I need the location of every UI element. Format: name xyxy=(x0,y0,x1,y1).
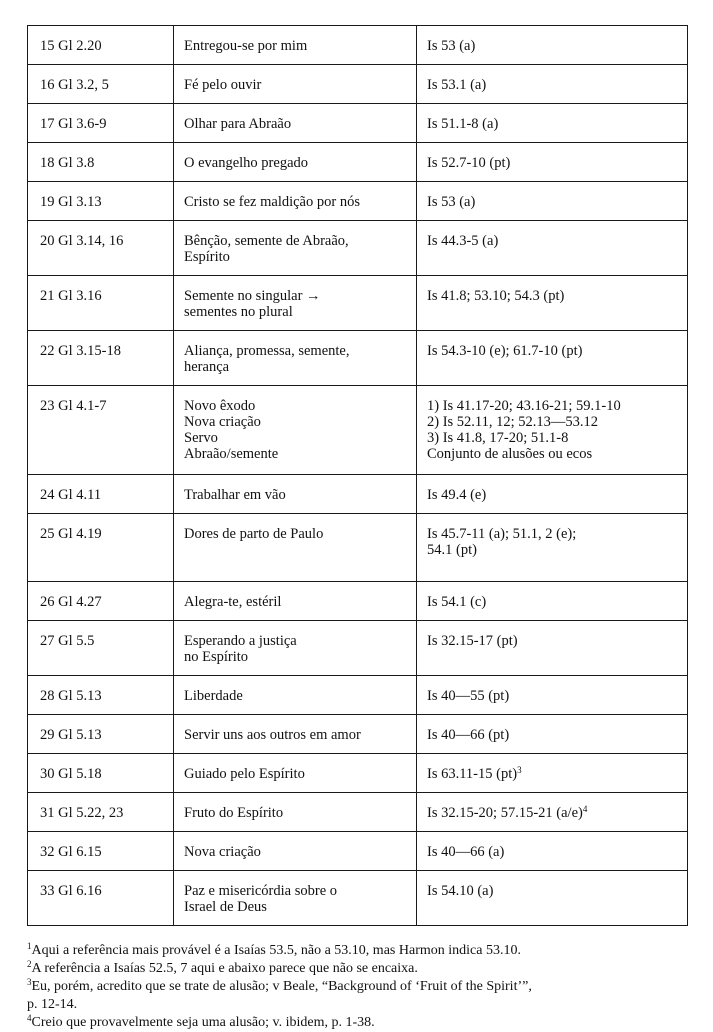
isaiah-reference-cell xyxy=(417,621,688,676)
theme-text: O evangelho pregado xyxy=(184,155,309,171)
theme-cell xyxy=(174,221,417,276)
isaiah-reference-cell xyxy=(417,871,688,926)
theme-cell xyxy=(174,276,417,331)
isaiah-reference: Is 51.1-8 (a) xyxy=(427,116,499,132)
passage-reference: 28 Gl 5.13 xyxy=(40,688,102,704)
theme-text: Servo xyxy=(184,430,218,446)
theme-cell xyxy=(174,582,417,621)
theme-text: Alegra-te, estéril xyxy=(184,594,282,610)
table-row xyxy=(28,65,688,104)
passage-reference: 15 Gl 2.20 xyxy=(40,38,102,54)
table-row xyxy=(28,26,688,65)
isaiah-reference-cell xyxy=(417,331,688,386)
isaiah-reference-cell xyxy=(417,514,688,582)
table-row xyxy=(28,182,688,221)
isaiah-reference: Is 49.4 (e) xyxy=(427,487,487,503)
passage-reference: 20 Gl 3.14, 16 xyxy=(40,233,124,249)
theme-text: Nova criação xyxy=(184,414,261,430)
footnote-number: 3 xyxy=(27,977,32,987)
passage-reference: 19 Gl 3.13 xyxy=(40,194,102,210)
theme-cell xyxy=(174,715,417,754)
table-row xyxy=(28,221,688,276)
theme-cell xyxy=(174,182,417,221)
theme-text: Dores de parto de Paulo xyxy=(184,526,324,542)
isaiah-reference-cell xyxy=(417,276,688,331)
footnote-text: Creio que provavelmente seja uma alusão; v. ibidem, p. 1-38. xyxy=(31,1015,375,1030)
theme-cell xyxy=(174,514,417,582)
passage-reference-cell xyxy=(28,104,174,143)
footnote-text: Aqui a referência mais provável é a Isaías 53.5, não a 53.10, mas Harmon indica 53.10. xyxy=(31,943,521,958)
theme-cell xyxy=(174,754,417,793)
isaiah-reference: Is 41.8; 53.10; 54.3 (pt) xyxy=(427,288,565,304)
footnote-number: 1 xyxy=(27,941,32,951)
passage-reference-cell xyxy=(28,386,174,475)
theme-text: Trabalhar em vão xyxy=(184,487,286,503)
theme-text: herança xyxy=(184,359,230,375)
passage-reference-cell xyxy=(28,621,174,676)
passage-reference-cell xyxy=(28,582,174,621)
isaiah-reference: Is 53 (a) xyxy=(427,194,476,210)
isaiah-reference-cell xyxy=(417,182,688,221)
isaiah-reference: Is 40—66 (a) xyxy=(427,844,505,860)
isaiah-reference: Is 53.1 (a) xyxy=(427,77,487,93)
theme-text: Novo êxodo xyxy=(184,398,256,414)
isaiah-reference: Is 52.7-10 (pt) xyxy=(427,155,511,171)
footnotes xyxy=(27,942,687,1032)
passage-reference-cell xyxy=(28,832,174,871)
passage-reference-cell xyxy=(28,143,174,182)
table-row xyxy=(28,331,688,386)
document-page xyxy=(27,25,687,1032)
passage-reference: 24 Gl 4.11 xyxy=(40,487,102,503)
theme-text: Aliança, promessa, semente, xyxy=(184,343,350,359)
isaiah-reference: Is 32.15-20; 57.15-21 (a/e) xyxy=(427,805,583,821)
table-row xyxy=(28,276,688,331)
passage-reference-cell xyxy=(28,331,174,386)
theme-text: Espírito xyxy=(184,249,230,265)
table-row xyxy=(28,871,688,926)
isaiah-reference: Is 44.3-5 (a) xyxy=(427,233,499,249)
passage-reference-cell xyxy=(28,26,174,65)
theme-text: sementes no plural xyxy=(184,304,293,320)
theme-cell xyxy=(174,475,417,514)
table-row xyxy=(28,754,688,793)
footnote-text: p. 12-14. xyxy=(27,997,78,1012)
theme-text: Servir uns aos outros em amor xyxy=(184,727,361,743)
table-row xyxy=(28,621,688,676)
theme-cell xyxy=(174,676,417,715)
passage-reference: 33 Gl 6.16 xyxy=(40,883,102,899)
isaiah-reference: 1) Is 41.17-20; 43.16-21; 59.1-10 xyxy=(427,398,621,414)
theme-text: Guiado pelo Espírito xyxy=(184,766,305,782)
passage-reference-cell xyxy=(28,221,174,276)
passage-reference-cell xyxy=(28,65,174,104)
footnote-number: 2 xyxy=(27,959,32,969)
isaiah-reference-cell xyxy=(417,143,688,182)
isaiah-reference-cell xyxy=(417,26,688,65)
table-row xyxy=(28,676,688,715)
passage-reference-cell xyxy=(28,475,174,514)
theme-text: Olhar para Abraão xyxy=(184,116,292,132)
isaiah-reference-cell xyxy=(417,582,688,621)
table-row xyxy=(28,832,688,871)
passage-reference-cell xyxy=(28,871,174,926)
passage-reference: 17 Gl 3.6-9 xyxy=(40,116,107,132)
passage-reference-cell xyxy=(28,754,174,793)
passage-reference: 31 Gl 5.22, 23 xyxy=(40,805,124,821)
footnote xyxy=(27,978,687,1014)
theme-text: Nova criação xyxy=(184,844,261,860)
isaiah-reference: Is 40—66 (pt) xyxy=(427,727,510,743)
isaiah-reference-cell xyxy=(417,104,688,143)
theme-text: Paz e misericórdia sobre o xyxy=(184,883,338,899)
passage-reference: 18 Gl 3.8 xyxy=(40,155,95,171)
theme-cell xyxy=(174,65,417,104)
isaiah-reference: Is 54.10 (a) xyxy=(427,883,494,899)
theme-text: no Espírito xyxy=(184,649,249,665)
theme-cell xyxy=(174,331,417,386)
isaiah-reference-cell xyxy=(417,386,688,475)
theme-text: Entregou-se por mim xyxy=(184,38,308,54)
theme-cell xyxy=(174,832,417,871)
theme-text: Semente no singular → xyxy=(184,288,321,304)
passage-reference: 21 Gl 3.16 xyxy=(40,288,102,304)
footnote xyxy=(27,960,687,978)
table-row xyxy=(28,582,688,621)
theme-text: Israel de Deus xyxy=(184,899,267,915)
passage-reference: 26 Gl 4.27 xyxy=(40,594,102,610)
footnote xyxy=(27,1014,687,1032)
isaiah-reference: Conjunto de alusões ou ecos xyxy=(427,446,593,462)
theme-text: Fruto do Espírito xyxy=(184,805,284,821)
passage-reference: 23 Gl 4.1-7 xyxy=(40,398,107,414)
theme-cell xyxy=(174,871,417,926)
isaiah-reference: Is 45.7-11 (a); 51.1, 2 (e); xyxy=(427,526,577,542)
table-row xyxy=(28,475,688,514)
isaiah-reference-cell xyxy=(417,676,688,715)
theme-cell xyxy=(174,793,417,832)
passage-reference-cell xyxy=(28,676,174,715)
passage-reference: 27 Gl 5.5 xyxy=(40,633,95,649)
isaiah-reference-cell xyxy=(417,221,688,276)
theme-text: Abraão/semente xyxy=(184,446,279,462)
theme-cell xyxy=(174,386,417,475)
passage-reference: 29 Gl 5.13 xyxy=(40,727,102,743)
theme-cell xyxy=(174,104,417,143)
theme-text: Cristo se fez maldição por nós xyxy=(184,194,360,210)
theme-text: Esperando a justiça xyxy=(184,633,297,649)
table-row xyxy=(28,514,688,582)
theme-cell xyxy=(174,26,417,65)
passage-reference-cell xyxy=(28,182,174,221)
isaiah-reference: Is 32.15-17 (pt) xyxy=(427,633,518,649)
isaiah-reference-cell xyxy=(417,793,688,832)
table-row xyxy=(28,715,688,754)
footnote-text: A referência a Isaías 52.5, 7 aqui e abaixo parece que não se encaixa. xyxy=(31,961,418,976)
isaiah-reference-cell xyxy=(417,832,688,871)
passage-reference: 16 Gl 3.2, 5 xyxy=(40,77,109,93)
isaiah-reference-cell xyxy=(417,475,688,514)
isaiah-reference: Is 63.11-15 (pt) xyxy=(427,766,518,782)
table-row xyxy=(28,104,688,143)
table-row xyxy=(28,143,688,182)
passage-reference: 22 Gl 3.15-18 xyxy=(40,343,121,359)
passage-reference: 25 Gl 4.19 xyxy=(40,526,102,542)
theme-text: Liberdade xyxy=(184,688,243,704)
isaiah-reference: Is 54.1 (c) xyxy=(427,594,487,610)
isaiah-allusions-table xyxy=(27,25,688,926)
isaiah-reference: 54.1 (pt) xyxy=(427,542,477,558)
isaiah-reference: Is 53 (a) xyxy=(427,38,476,54)
theme-text: Fé pelo ouvir xyxy=(184,77,262,93)
theme-cell xyxy=(174,621,417,676)
table-body xyxy=(28,26,688,926)
theme-text: Bênção, semente de Abraão, xyxy=(184,233,349,249)
footnote-text: Eu, porém, acredito que se trate de alusão; v Beale, “Background of ‘Fruit of the Spirit’”, xyxy=(31,979,532,994)
passage-reference: 30 Gl 5.18 xyxy=(40,766,102,782)
isaiah-reference: Is 54.3-10 (e); 61.7-10 (pt) xyxy=(427,343,583,359)
passage-reference-cell xyxy=(28,793,174,832)
passage-reference-cell xyxy=(28,276,174,331)
isaiah-reference-cell xyxy=(417,715,688,754)
isaiah-reference: Is 40—55 (pt) xyxy=(427,688,510,704)
footnote xyxy=(27,942,687,960)
isaiah-reference: 2) Is 52.11, 12; 52.13—53.12 xyxy=(427,414,599,430)
isaiah-reference: 3) Is 41.8, 17-20; 51.1-8 xyxy=(427,430,569,446)
isaiah-reference-cell xyxy=(417,754,688,793)
passage-reference-cell xyxy=(28,514,174,582)
footnote-number: 4 xyxy=(27,1013,32,1023)
passage-reference-cell xyxy=(28,715,174,754)
table-row xyxy=(28,386,688,475)
isaiah-reference-cell xyxy=(417,65,688,104)
theme-cell xyxy=(174,143,417,182)
footnote-marker: 4 xyxy=(582,804,588,814)
footnote-marker: 3 xyxy=(517,765,522,775)
passage-reference: 32 Gl 6.15 xyxy=(40,844,102,860)
table-row xyxy=(28,793,688,832)
